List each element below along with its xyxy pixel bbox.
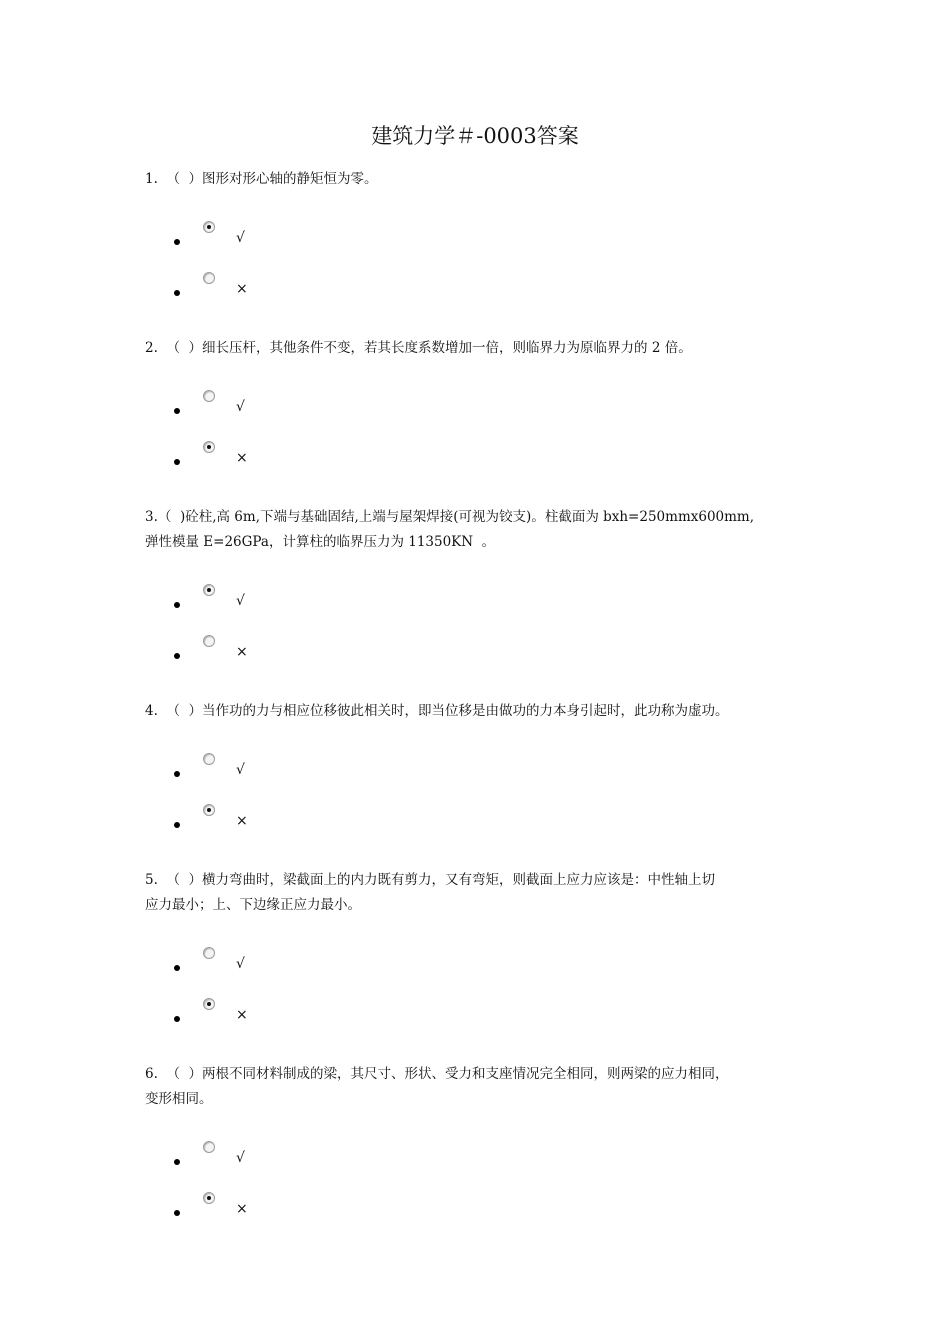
radio-checked-icon[interactable] bbox=[203, 441, 215, 453]
question-3 bbox=[145, 505, 810, 679]
option-label: √ bbox=[236, 593, 245, 609]
radio-unchecked-icon[interactable] bbox=[203, 753, 215, 765]
bullet-icon bbox=[174, 822, 180, 828]
option-label: × bbox=[236, 281, 248, 297]
question-5 bbox=[145, 868, 810, 1042]
radio-unchecked-icon[interactable] bbox=[203, 272, 215, 284]
question-text: 5. （ ）横力弯曲时，梁截面上的内力既有剪力，又有弯矩，则截面上应力应该是：中性轴上切 应力最小；上、下边缘正应力最小。 bbox=[145, 872, 716, 913]
question-text: 6. （ ）两根不同材料制成的梁，其尺寸、形状、受力和支座情况完全相同，则两梁的应力相同， 变形相同。 bbox=[145, 1066, 729, 1107]
radio-unchecked-icon[interactable] bbox=[203, 635, 215, 647]
question-2 bbox=[145, 336, 810, 485]
bullet-icon bbox=[174, 239, 180, 245]
option-true[interactable] bbox=[145, 942, 345, 982]
radio-unchecked-icon[interactable] bbox=[203, 947, 215, 959]
option-true[interactable] bbox=[145, 216, 345, 256]
option-true[interactable] bbox=[145, 1136, 345, 1176]
radio-checked-icon[interactable] bbox=[203, 1192, 215, 1204]
radio-unchecked-icon[interactable] bbox=[203, 1141, 215, 1153]
option-label: × bbox=[236, 1201, 248, 1217]
options-list bbox=[145, 942, 810, 1042]
question-1 bbox=[145, 167, 810, 316]
radio-checked-icon[interactable] bbox=[203, 804, 215, 816]
option-label: × bbox=[236, 813, 248, 829]
option-label: √ bbox=[236, 762, 245, 778]
options-list bbox=[145, 385, 810, 485]
option-label: × bbox=[236, 1007, 248, 1023]
option-false[interactable] bbox=[145, 267, 345, 307]
option-false[interactable] bbox=[145, 436, 345, 476]
options-list bbox=[145, 579, 810, 679]
option-label: √ bbox=[236, 1150, 245, 1166]
option-false[interactable] bbox=[145, 993, 345, 1033]
bullet-icon bbox=[174, 771, 180, 777]
options-list bbox=[145, 1136, 810, 1236]
question-4 bbox=[145, 699, 810, 848]
bullet-icon bbox=[174, 1016, 180, 1022]
radio-checked-icon[interactable] bbox=[203, 998, 215, 1010]
question-text: 2. （ ）细长压杆，其他条件不变，若其长度系数增加一倍，则临界力为原临界力的 2 倍。 bbox=[145, 340, 692, 356]
bullet-icon bbox=[174, 290, 180, 296]
bullet-icon bbox=[174, 408, 180, 414]
question-text: 3.（ )砼柱,高 6m,下端与基础固结,上端与屋架焊接(可视为铰支)。柱截面为 bxh=250mmx600mm, 弹性模量 E=26GPa，计算柱的临界压力为 11350KN 。 bbox=[145, 509, 755, 550]
option-true[interactable] bbox=[145, 385, 345, 425]
option-label: × bbox=[236, 450, 248, 466]
option-label: √ bbox=[236, 956, 245, 972]
option-label: √ bbox=[236, 399, 245, 415]
radio-checked-icon[interactable] bbox=[203, 221, 215, 233]
option-false[interactable] bbox=[145, 799, 345, 839]
page-title: 建筑力学＃-0003答案 bbox=[371, 124, 579, 148]
options-list bbox=[145, 748, 810, 848]
option-false[interactable] bbox=[145, 1187, 345, 1227]
option-true[interactable] bbox=[145, 579, 345, 619]
radio-unchecked-icon[interactable] bbox=[203, 390, 215, 402]
bullet-icon bbox=[174, 965, 180, 971]
option-label: × bbox=[236, 644, 248, 660]
question-6 bbox=[145, 1062, 810, 1236]
bullet-icon bbox=[174, 459, 180, 465]
question-text: 1. （ ）图形对形心轴的静矩恒为零。 bbox=[145, 171, 378, 187]
radio-checked-icon[interactable] bbox=[203, 584, 215, 596]
option-true[interactable] bbox=[145, 748, 345, 788]
bullet-icon bbox=[174, 602, 180, 608]
bullet-icon bbox=[174, 1210, 180, 1216]
option-label: √ bbox=[236, 230, 245, 246]
bullet-icon bbox=[174, 653, 180, 659]
question-text: 4. （ ）当作功的力与相应位移彼此相关时，即当位移是由做功的力本身引起时，此功称为虚功。 bbox=[145, 703, 729, 719]
options-list bbox=[145, 216, 810, 316]
option-false[interactable] bbox=[145, 630, 345, 670]
bullet-icon bbox=[174, 1159, 180, 1165]
